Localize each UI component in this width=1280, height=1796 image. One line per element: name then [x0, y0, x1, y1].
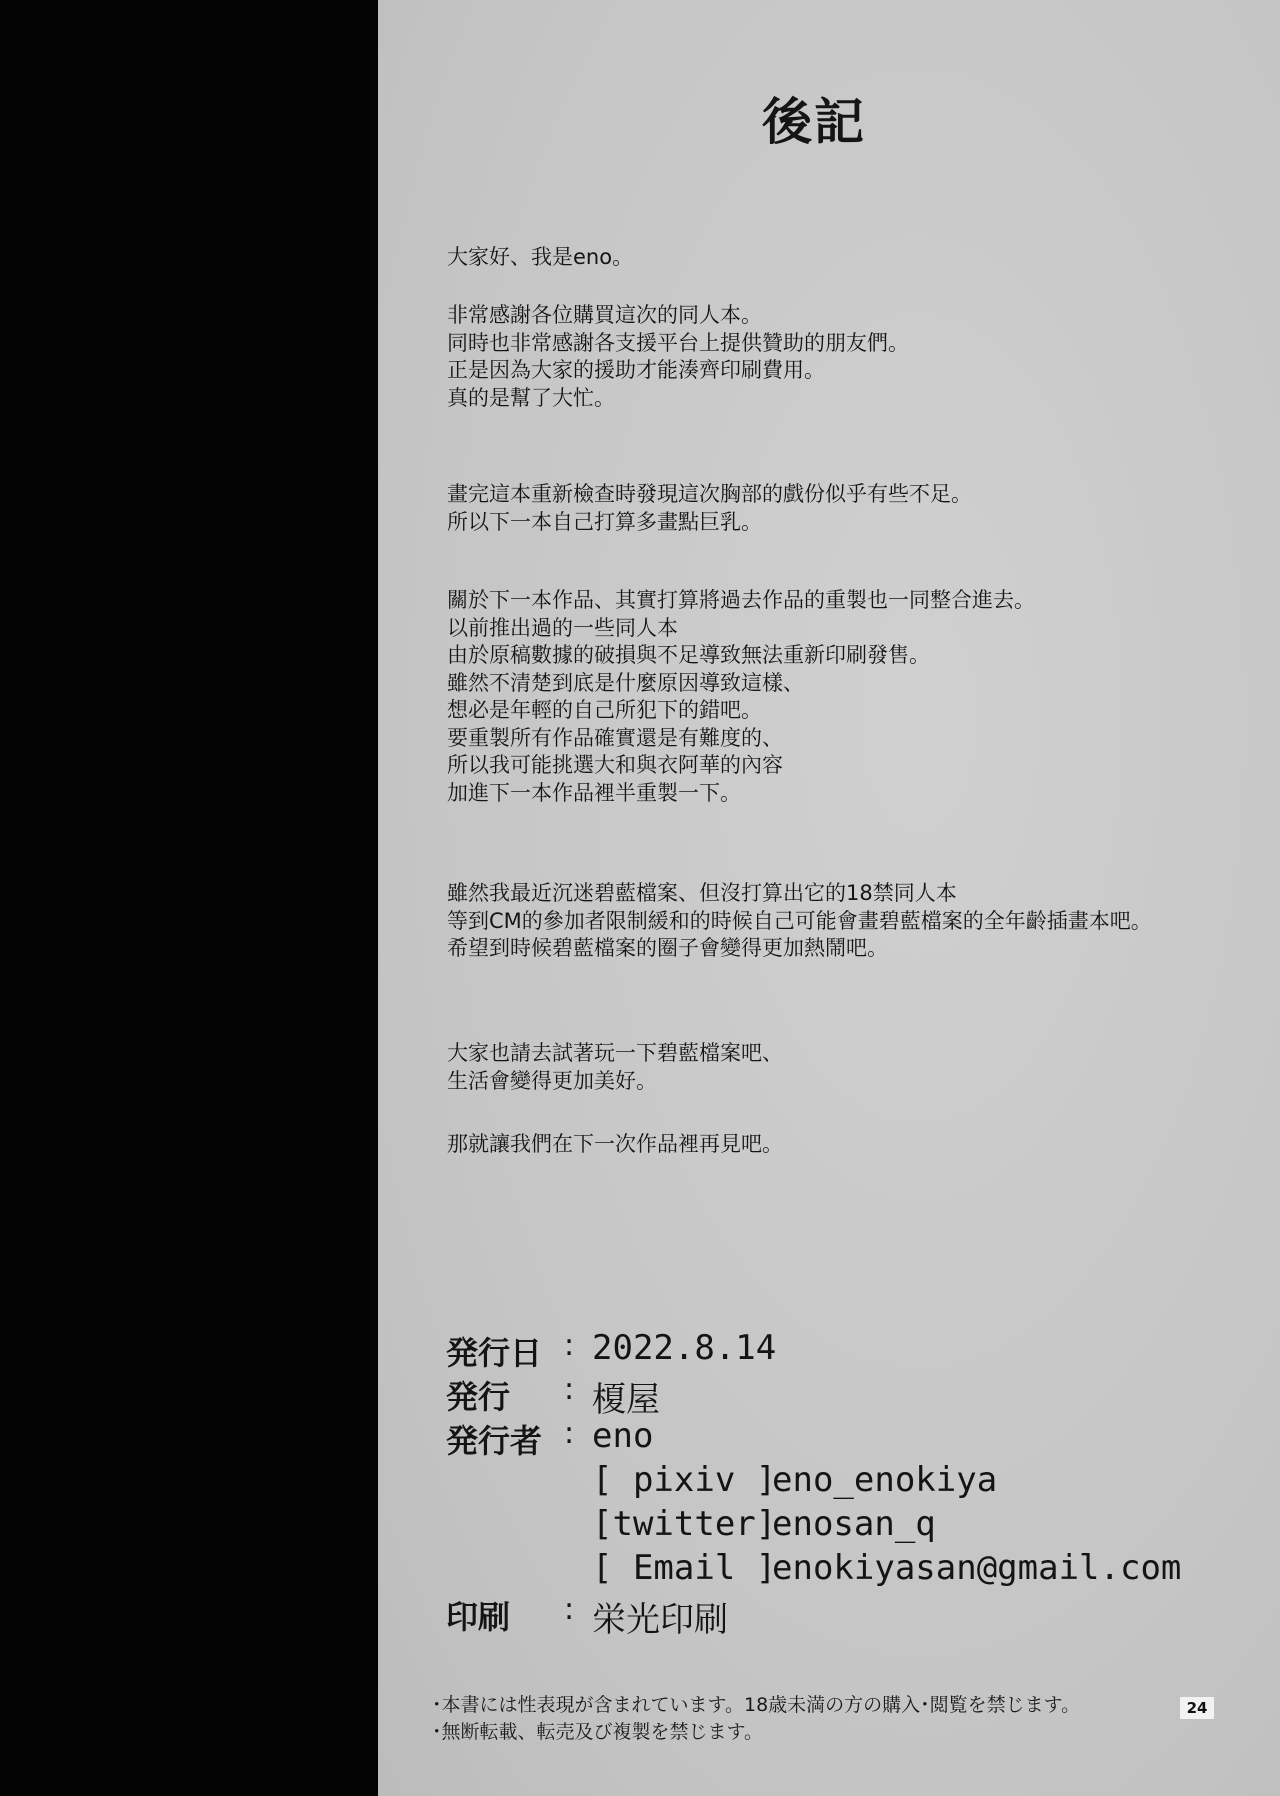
colophon-separator: :: [564, 1592, 575, 1627]
text-line: 大家也請去試著玩一下碧藍檔案吧、: [447, 1041, 783, 1065]
paragraph-greeting: [447, 244, 1247, 272]
colophon-value: 2022.8.14: [592, 1328, 777, 1368]
contact-tag: [ Email ]: [592, 1548, 777, 1588]
copyright-notice: ･無断転載、転売及び複製を禁じます。: [432, 1721, 763, 1743]
colophon-separator: :: [564, 1328, 575, 1363]
colophon-value: 榎屋: [592, 1380, 660, 1420]
text-line: 等到CM的參加者限制緩和的時候自己可能會畫碧藍檔案的全年齡插畫本吧。: [447, 908, 1152, 933]
text-line: 加進下一本作品裡半重製一下。: [447, 780, 741, 805]
text-line: 以前推出過的一些同人本: [447, 615, 678, 640]
colophon-label: 発行: [446, 1378, 511, 1416]
text-line: 同時也非常感謝各支援平台上提供贊助的朋友們。: [447, 330, 909, 355]
text-line: 想必是年輕的自己所犯下的錯吧。: [447, 698, 762, 722]
text-line: 畫完這本重新檢查時發現這次胸部的戲份似乎有些不足。: [447, 482, 972, 506]
contact-tag: [ pixiv ]: [592, 1460, 777, 1500]
text-line: 非常感謝各位購買這次的同人本。: [447, 303, 762, 327]
text-line: 大家好、我是eno。: [447, 245, 634, 269]
colophon-separator: :: [564, 1372, 575, 1407]
colophon-value: 栄光印刷: [592, 1600, 728, 1640]
paragraph-thanks: [447, 302, 1247, 412]
paragraph-recommend: [447, 1040, 1247, 1095]
colophon-label: 発行日: [446, 1334, 543, 1372]
contact-value: eno_enokiya: [772, 1460, 998, 1500]
colophon-separator: :: [564, 1416, 575, 1451]
colophon-value: eno: [592, 1416, 654, 1456]
text-line: 所以下一本自己打算多畫點巨乳。: [447, 509, 762, 534]
colophon-label: 印刷: [446, 1598, 511, 1636]
colophon-label: 発行者: [446, 1422, 543, 1460]
text-line: 要重製所有作品確實還是有難度的、: [447, 725, 783, 750]
text-line: 雖然我最近沉迷碧藍檔案、但沒打算出它的18禁同人本: [447, 881, 957, 905]
text-line: 希望到時候碧藍檔案的圈子會變得更加熱鬧吧。: [447, 936, 888, 960]
text-line: 雖然不清楚到底是什麼原因導致這樣、: [447, 670, 804, 695]
text-line: 關於下一本作品、其實打算將過去作品的重製也一同整合進去。: [447, 588, 1035, 612]
black-margin: [0, 0, 378, 1796]
paragraph-review: [447, 481, 1247, 536]
paragraph-blue-archive: [447, 880, 1247, 963]
text-line: 生活會變得更加美好。: [447, 1068, 657, 1093]
text-line: 由於原稿數據的破損與不足導致無法重新印刷發售。: [447, 643, 930, 667]
contact-value: enokiyasan@gmail.com: [772, 1548, 1182, 1588]
contact-tag: [twitter]: [592, 1504, 777, 1544]
text-line: 真的是幫了大忙。: [447, 385, 615, 410]
text-line: 所以我可能挑選大和與衣阿華的內容: [447, 753, 783, 777]
age-restriction-notice: ･本書には性表現が含まれています。18歳未満の方の購入･閲覧を禁じます。: [432, 1694, 1081, 1716]
contact-value: enosan_q: [772, 1504, 936, 1544]
text-line: 正是因為大家的援助才能湊齊印刷費用。: [447, 358, 825, 382]
page-number: 24: [1180, 1697, 1214, 1719]
text-line: 那就讓我們在下一次作品裡再見吧。: [447, 1132, 783, 1156]
page-title: 後記: [762, 93, 866, 151]
paragraph-farewell: [447, 1131, 1247, 1159]
paragraph-next-work: [447, 587, 1247, 807]
